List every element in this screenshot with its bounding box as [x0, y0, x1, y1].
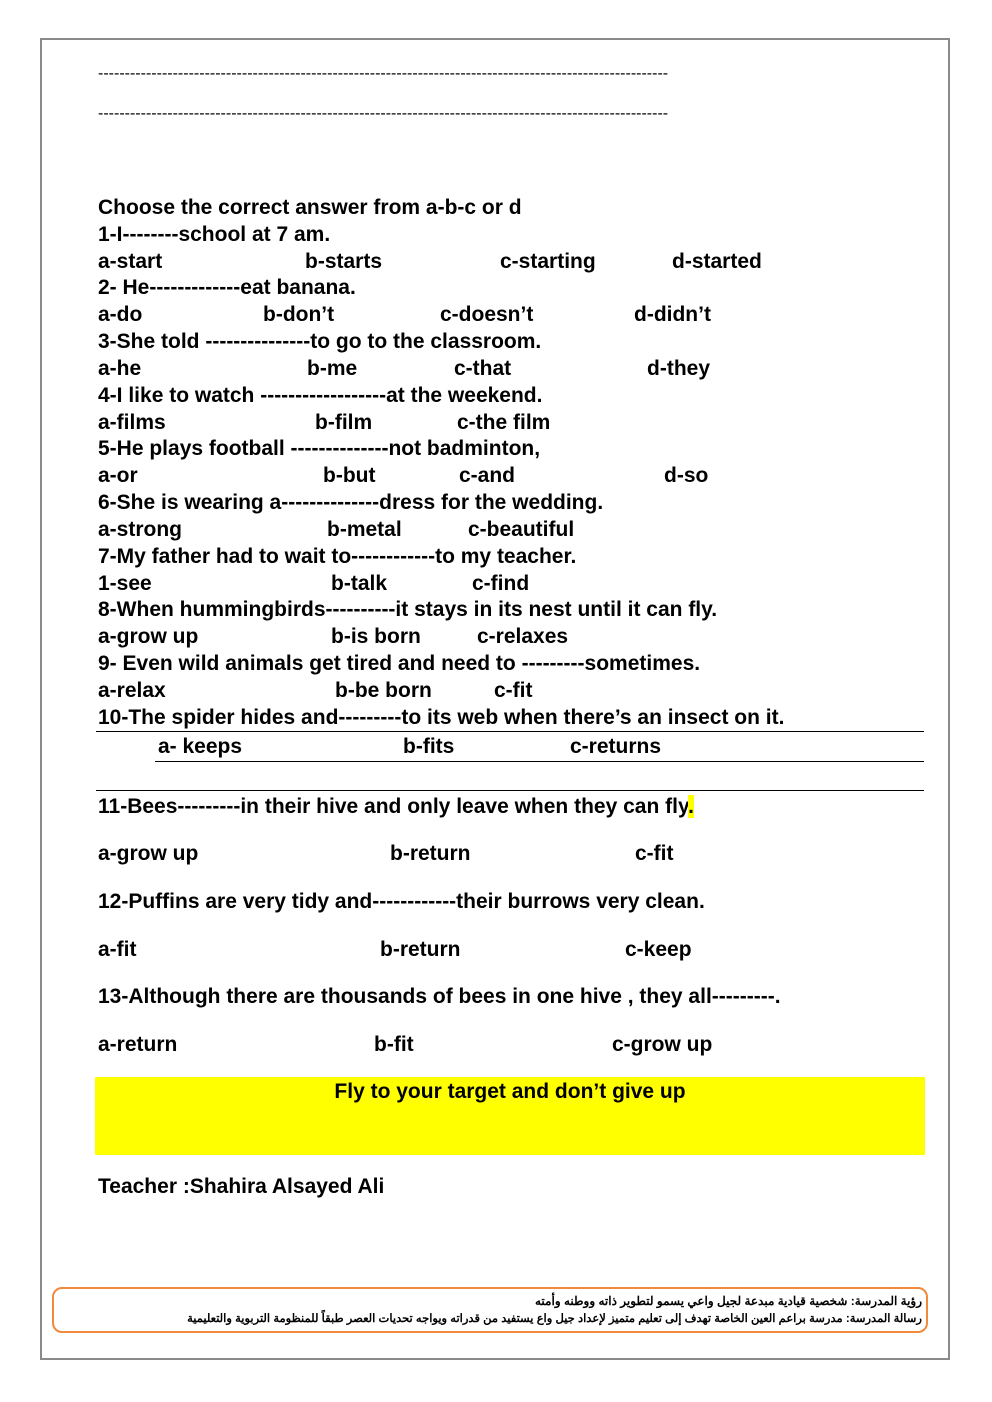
q6-option-a: a-strong	[98, 518, 182, 541]
question-7: 7-My father had to wait to------------to my teacher.	[98, 545, 577, 568]
q11-option-b: b-return	[390, 842, 471, 865]
q4-option-b: b-film	[315, 411, 373, 434]
q8-option-a: a-grow up	[98, 625, 199, 648]
q3-option-d: d-they	[647, 357, 710, 380]
q5-option-c: c-and	[459, 464, 516, 487]
school-footer	[52, 1287, 928, 1333]
table-rule	[96, 731, 924, 732]
q12-option-c: c-keep	[625, 938, 692, 961]
q9-option-c: c-fit	[494, 679, 533, 702]
q1-option-b: b-starts	[305, 250, 383, 273]
question-9: 9- Even wild animals get tired and need to ---------sometimes.	[98, 652, 701, 675]
q3-option-b: b-me	[307, 357, 358, 380]
q10-option-b: b-fits	[403, 735, 455, 758]
question-2: 2- He-------------eat banana.	[98, 276, 356, 299]
motto-text: Fly to your target and don’t give up	[334, 1080, 686, 1103]
q8-option-c: c-relaxes	[477, 625, 569, 648]
q10-option-a: a- keeps	[158, 735, 243, 758]
question-11	[98, 795, 694, 819]
q9-option-a: a-relax	[98, 679, 166, 702]
q2-option-d: d-didn’t	[634, 303, 711, 326]
q1-option-c: c-starting	[500, 250, 596, 273]
q4-option-c: c-the film	[457, 411, 551, 434]
q8-option-b: b-is born	[331, 625, 421, 648]
q7-option-b: b-talk	[331, 572, 388, 595]
question-8: 8-When hummingbirds----------it stays in its nest until it can fly.	[98, 598, 718, 621]
question-5: 5-He plays football --------------not badminton,	[98, 437, 541, 460]
school-mission: رسالة المدرسة: مدرسة براعم العين الخاصة تهدف إلى تعليم متميز لإعداد جيل واع يستفيد من قدراته ويواجه تحديات العصر طبقاً للمنظومة التربوية والتعليمية	[187, 1313, 922, 1325]
answer-line-1: -----------------------------------------------------------------------------------------------------------	[98, 65, 669, 82]
q7-option-c: c-find	[472, 572, 530, 595]
answer-line-2: -----------------------------------------------------------------------------------------------------------	[98, 105, 669, 122]
question-12: 12-Puffins are very tidy and------------their burrows very clean.	[98, 890, 705, 913]
q5-option-a: a-or	[98, 464, 138, 487]
q12-option-b: b-return	[380, 938, 461, 961]
question-13: 13-Although there are thousands of bees in one hive , they all---------.	[98, 985, 781, 1008]
q13-option-c: c-grow up	[612, 1033, 713, 1056]
question-11-text: 11-Bees---------in their hive and only leave when they can fly	[98, 795, 689, 818]
q12-option-a: a-fit	[98, 938, 137, 961]
q7-option-a: 1-see	[98, 572, 152, 595]
q4-option-a: a-films	[98, 411, 166, 434]
q13-option-a: a-return	[98, 1033, 178, 1056]
q5-option-d: d-so	[664, 464, 709, 487]
q6-option-c: c-beautiful	[468, 518, 575, 541]
q11-option-c: c-fit	[635, 842, 674, 865]
instruction: Choose the correct answer from a-b-c or d	[98, 196, 522, 219]
table-rule	[155, 761, 924, 762]
q10-option-c: c-returns	[570, 735, 662, 758]
table-rule	[96, 790, 924, 791]
q5-option-b: b-but	[323, 464, 376, 487]
q13-option-b: b-fit	[374, 1033, 414, 1056]
q1-option-d: d-started	[672, 250, 762, 273]
question-6: 6-She is wearing a--------------dress for the wedding.	[98, 491, 604, 514]
q3-option-a: a-he	[98, 357, 142, 380]
q1-option-a: a-start	[98, 250, 163, 273]
motto-banner	[95, 1077, 925, 1155]
highlighted-period: .	[688, 795, 694, 818]
q2-option-c: c-doesn’t	[440, 303, 534, 326]
question-4: 4-I like to watch ------------------at the weekend.	[98, 384, 543, 407]
q2-option-b: b-don’t	[263, 303, 335, 326]
question-1: 1-I--------school at 7 am.	[98, 223, 331, 246]
q9-option-b: b-be born	[335, 679, 432, 702]
q2-option-a: a-do	[98, 303, 143, 326]
q6-option-b: b-metal	[327, 518, 402, 541]
question-10: 10-The spider hides and---------to its web when there’s an insect on it.	[98, 706, 785, 729]
school-vision: رؤية المدرسة: شخصية قيادية مبدعة لجيل واعي يسمو لتطوير ذاته ووطنه وأمته	[535, 1294, 922, 1308]
question-3: 3-She told ---------------to go to the classroom.	[98, 330, 542, 353]
teacher-name: Teacher :Shahira Alsayed Ali	[98, 1175, 385, 1198]
q3-option-c: c-that	[454, 357, 512, 380]
q11-option-a: a-grow up	[98, 842, 199, 865]
